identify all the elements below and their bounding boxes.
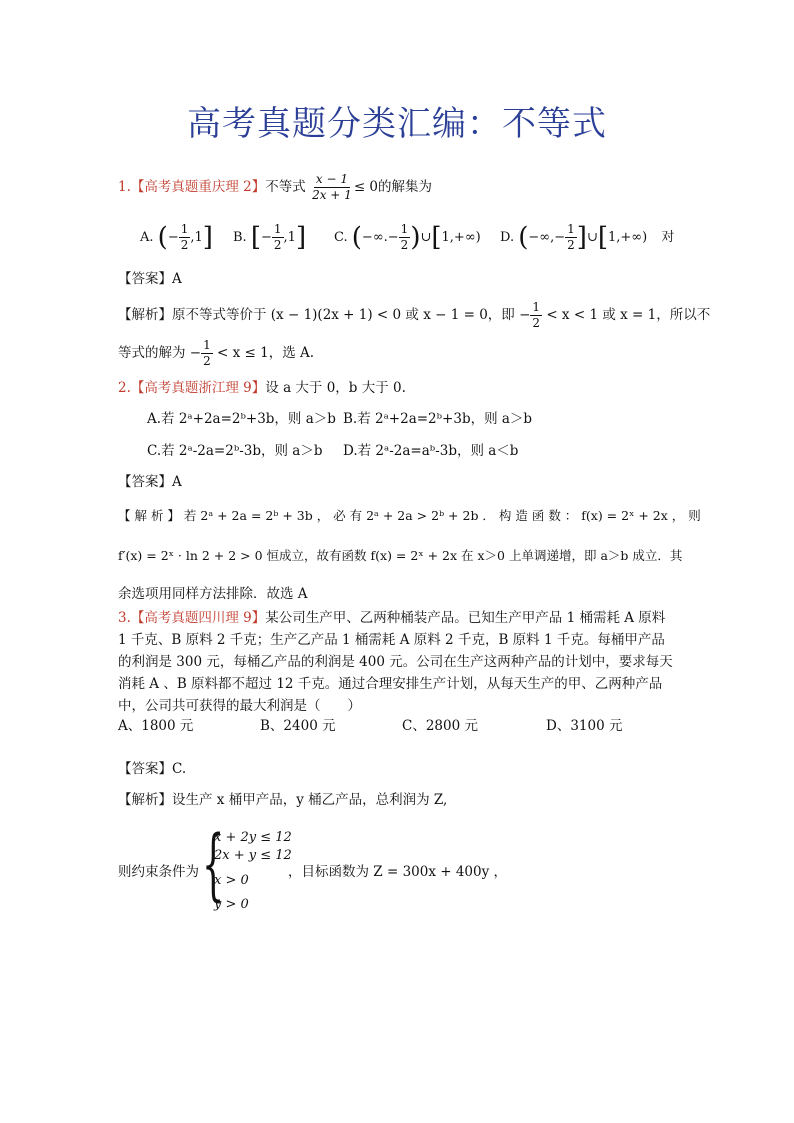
q3-constraint-2: 2x + y ≤ 12: [214, 848, 292, 863]
q1-source: 【高考真题重庆理 2】: [130, 179, 266, 195]
q1-option-c: C. (−∞.− $\frac{1}{2}$ )∪[1,+∞): [334, 222, 481, 253]
q3-option-b: B、2400 元: [260, 718, 336, 734]
q3-option-c: C、2800 元: [402, 718, 478, 734]
q1-analysis-text1: 原不等式等价于 (x − 1)(2x + 1) < 0 或 x − 1 = 0，即 −: [172, 307, 531, 323]
q1-option-d-tail: 对: [661, 230, 675, 245]
q1-option-b: B. [− $\frac{1}{2}$ ,1]: [233, 222, 307, 253]
q1-frac-den: 2x + 1: [312, 188, 352, 202]
q2-option-b: B.若 2ᵃ+2a=2ᵇ+3b，则 a＞b: [343, 411, 533, 427]
q1-option-a-den: 2: [180, 238, 189, 252]
q3-analysis-line1: 【解析】设生产 x 桶甲产品，y 桶乙产品，总利润为 Z,: [118, 792, 448, 808]
q3-number: 3.: [118, 610, 131, 626]
q2-option-d: D.若 2ᵃ-2a=aᵇ-3b，则 a＜b: [343, 443, 519, 459]
q3-answer: 【答案】C.: [118, 761, 187, 777]
q2-number: 2.: [118, 380, 131, 396]
q1-analysis-line1: 【解析】原不等式等价于 (x − 1)(2x + 1) < 0 或 x − 1 = 0，即 − $\frac{1}{2}$ < x < 1 或 x = 1，所以不: [118, 300, 711, 330]
q3-option-a: A、1800 元: [118, 718, 194, 734]
q1-option-b-label: B.: [233, 230, 247, 245]
q1-option-c-label: C.: [334, 230, 348, 245]
q1-frac-num: x − 1: [315, 172, 348, 186]
q2-analysis-line2: f′(x) = 2ˣ · ln 2 + 2 > 0 恒成立，故有函数 f(x) = 2ˣ + 2x 在 x＞0 上单调递增，即 a＞b 成立．其: [118, 548, 683, 563]
q3-stem: [118, 607, 674, 717]
q1-fraction: [310, 172, 354, 203]
q2-option-c: C.若 2ᵃ-2a=2ᵇ-3b，则 a＞b: [147, 443, 323, 459]
q2-answer: 【答案】A: [118, 474, 182, 490]
q2-stem: [118, 377, 406, 399]
q2-stem-text: 设 a 大于 0，b 大于 0.: [265, 380, 406, 396]
q1-analysis-text2a: 等式的解为 −: [118, 345, 202, 361]
q1-stem-end: ≤ 0的解集为: [353, 179, 433, 195]
q1-option-a-label: A.: [140, 230, 154, 245]
q1-option-d-label: D.: [500, 230, 515, 245]
q2-source: 【高考真题浙江理 9】: [130, 380, 266, 396]
q1-number: 1.: [118, 179, 131, 195]
q1-analysis-text2b: < x ≤ 1，选 A.: [217, 345, 315, 361]
q1-option-a-num: 1: [180, 222, 189, 236]
q1-analysis-label: 【解析】: [118, 307, 172, 323]
q1-stem-text: 不等式: [265, 179, 306, 195]
q1-answer: 【答案】A: [118, 271, 182, 287]
q3-constraint-3: x > 0: [214, 873, 249, 888]
q2-analysis-line3: 余选项用同样方法排除．故选 A: [118, 586, 308, 602]
brace-icon: {: [202, 820, 225, 910]
q3-stem-text: 某公司生产甲、乙两种桶装产品。已知生产甲产品 1 桶需耗 A 原料 1 千克、B 原料 2 千克；生产乙产品 1 桶需耗 A 原料 2 千克，B 原料 1 千克。每桶甲产品的利润是 300 元，每桶乙产品的利润是 400 元。公司在生产这两种产品的计划中，要求每天消耗 A 、B 原料都不超过 12 千克。通过合理安排生产计划，从每天生产的甲、乙两种产品中，公司共可获得的最大利润是（ ）: [118, 610, 673, 714]
q3-constraint-4: y > 0: [214, 897, 249, 912]
q2-option-a: A.若 2ᵃ+2a=2ᵇ+3b，则 a＞b: [147, 411, 336, 427]
q1-analysis-text1b: < x < 1 或 x = 1，所以不: [546, 307, 711, 323]
q3-constraint-1: x + 2y ≤ 12: [214, 830, 292, 845]
q2-analysis-line1: 【 解 析 】 若 2ᵃ + 2a = 2ᵇ + 3b ， 必 有 2ᵃ + 2a > 2ᵇ + 2b ． 构 造 函 数 ： f(x) = 2ˣ + 2x ， 则: [118, 508, 701, 523]
q1-option-a: A. (− $\frac{1}{2}$ ,1]: [140, 222, 213, 253]
q3-constraint-label: 则约束条件为: [118, 864, 199, 880]
page-title: 高考真题分类汇编：不等式: [187, 104, 607, 144]
q3-option-d: D、3100 元: [546, 718, 623, 734]
q3-source: 【高考真题四川理 9】: [130, 610, 266, 626]
q1-option-d: D. (−∞,− $\frac{1}{2}$ ]∪[1,+∞) 对: [500, 222, 675, 253]
q3-objective: ，目标函数为 Z = 300x + 400y ，: [288, 864, 508, 880]
q1-stem: [118, 172, 432, 203]
q1-analysis-line2: 等式的解为 − $\frac{1}{2}$ < x ≤ 1，选 A.: [118, 338, 315, 368]
